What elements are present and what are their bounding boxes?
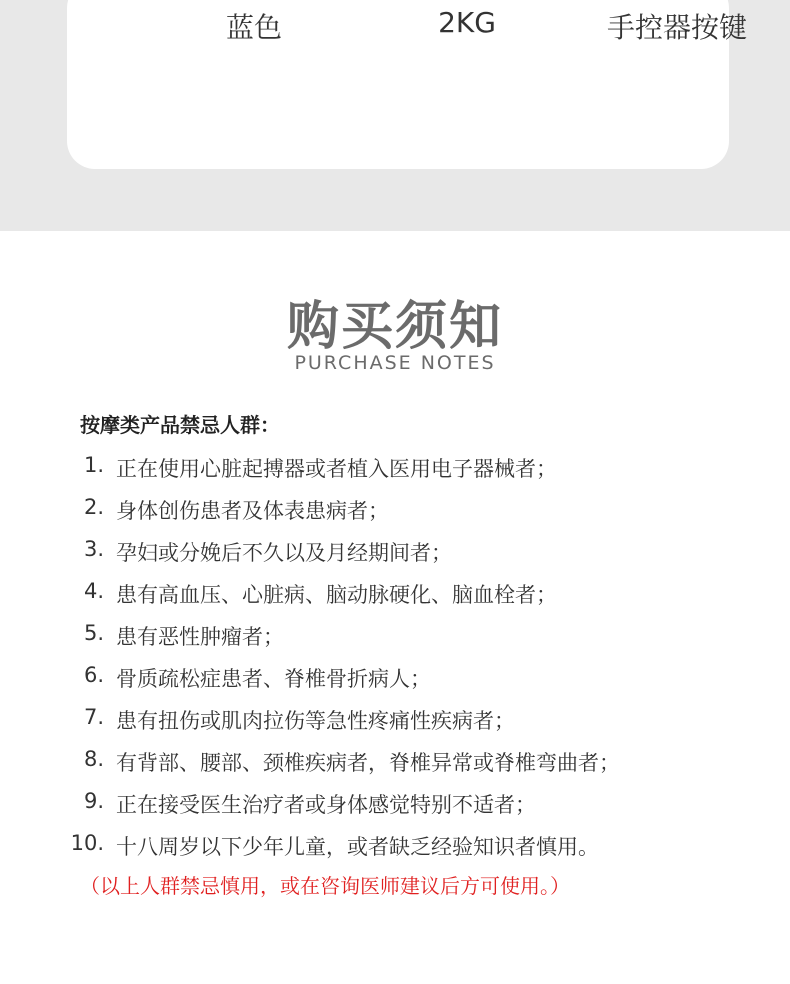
notes-heading: 按摩类产品禁忌人群： [80,413,280,437]
spec-card [67,0,747,169]
note-item [0,699,790,739]
note-item [0,615,790,655]
section-title: 购买须知 [286,297,503,357]
note-text: 正在接受医生治疗者或身体感觉特别不适者； [116,793,536,817]
note-item [0,825,790,865]
note-number: 4. [83,579,104,603]
notes-footnote: （以上人群禁忌慎用，或在咨询医师建议后方可使用。） [80,874,570,898]
note-number: 3. [83,537,104,561]
note-number: 2. [83,495,104,519]
note-number: 5. [83,621,104,645]
spec-band [0,0,790,231]
note-text: 十八周岁以下少年儿童，或者缺乏经验知识者慎用。 [116,835,599,859]
note-text: 有背部、腰部、颈椎疾病者，脊椎异常或脊椎弯曲者； [116,751,620,775]
note-text: 患有高血压、心脏病、脑动脉硬化、脑血栓者； [116,583,557,607]
section-subtitle: PURCHASE NOTES [294,352,496,374]
spec-value: 蓝色 [225,11,282,44]
note-text: 正在使用心脏起搏器或者植入医用电子器械者； [116,457,557,481]
note-number: 1. [83,453,104,477]
spec-value: 2KG [438,6,496,39]
note-text: 孕妇或分娩后不久以及月经期间者； [116,541,452,565]
note-item [0,783,790,823]
note-item [0,741,790,781]
note-item [0,573,790,613]
note-number: 7. [83,705,104,729]
note-text: 患有恶性肿瘤者； [116,625,284,649]
note-text: 身体创伤患者及体表患病者； [116,499,389,523]
note-item [0,447,790,487]
note-item [0,531,790,571]
note-text: 骨质疏松症患者、脊椎骨折病人； [116,667,431,691]
note-item [0,657,790,697]
note-number: 8. [83,747,104,771]
note-number: 10. [70,831,104,855]
note-text: 患有扭伤或肌肉拉伤等急性疼痛性疾病者； [116,709,515,733]
note-number: 9. [83,789,104,813]
note-number: 6. [83,663,104,687]
note-item [0,489,790,529]
spec-value: 手控器按键 [606,11,747,44]
